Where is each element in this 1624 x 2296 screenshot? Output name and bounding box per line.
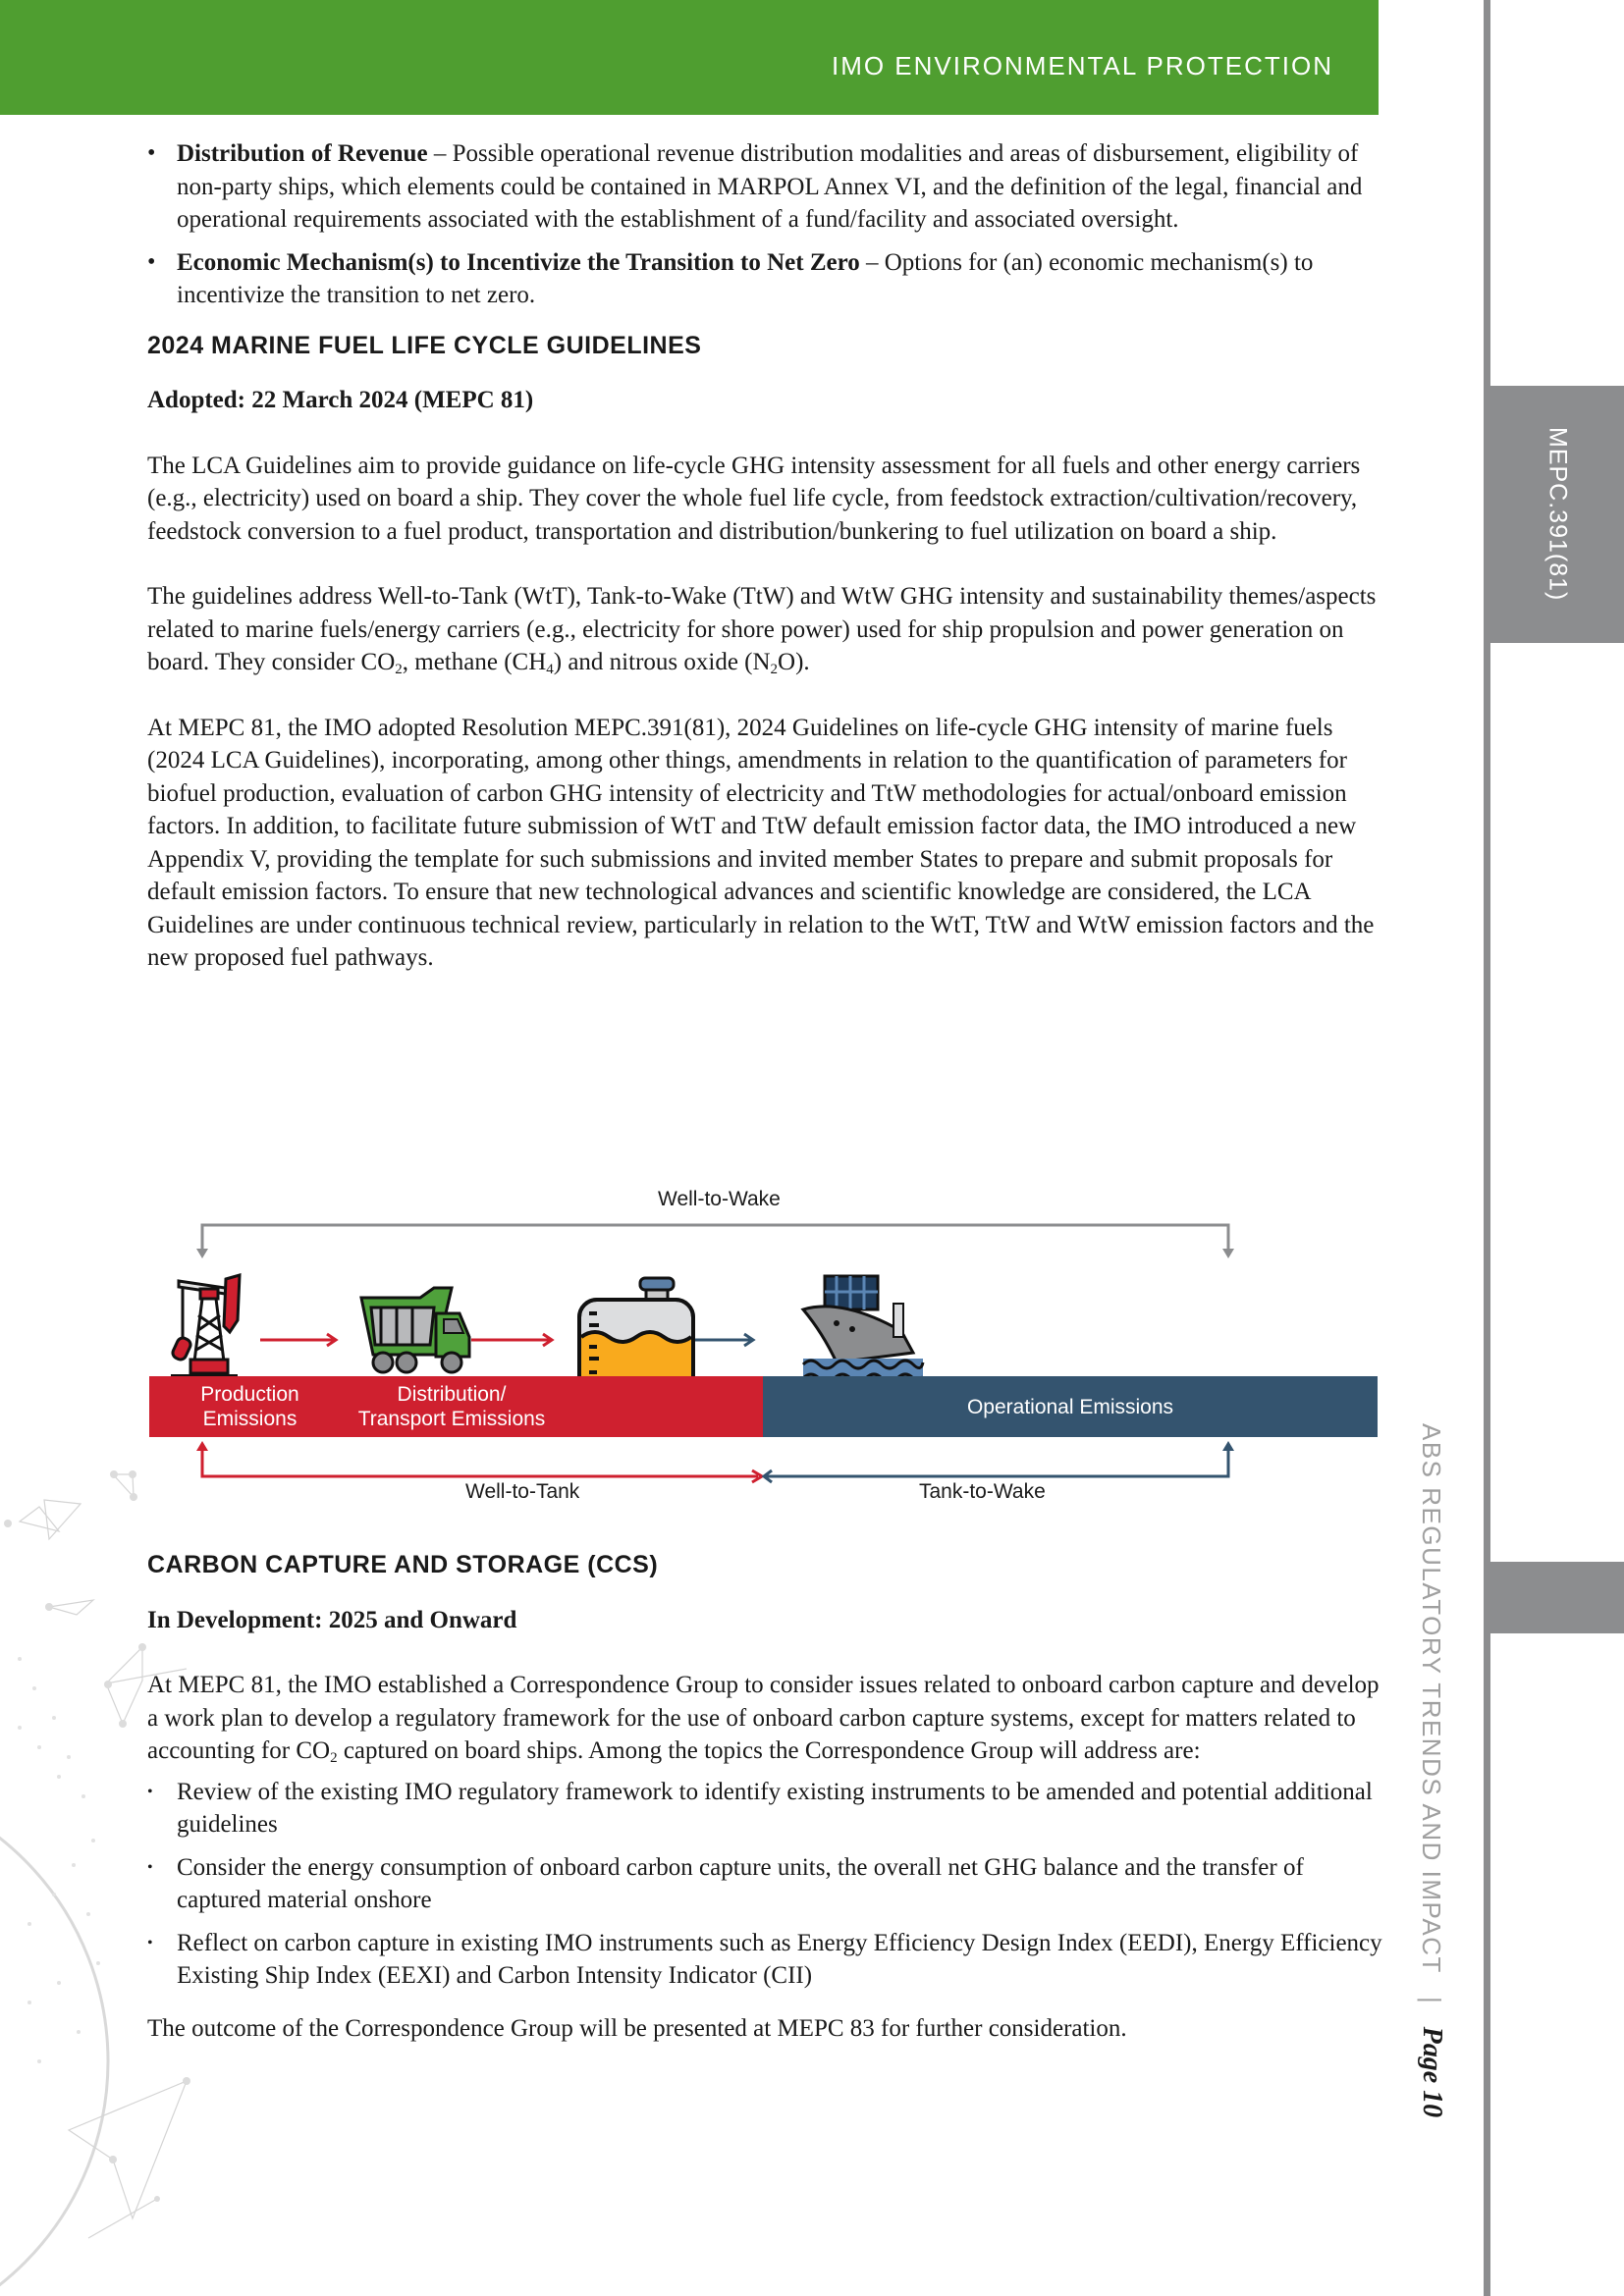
side-tab-label: MEPC.391(81) xyxy=(1543,427,1572,602)
ccs-paragraph: At MEPC 81, the IMO established a Correspondence Group to consider issues related to onboard carbon capture and develop a work plan to develop a regulatory framework for the use of onboard carbon capture systems, except for matters related to accounting for $CO_2$ captured on board ships. Among the topics the Correspondence Group will address are: xyxy=(147,1672,1380,1766)
oil-pump-icon xyxy=(171,1275,240,1376)
flow-arrow-2 xyxy=(471,1334,552,1346)
section-title: IMO ENVIRONMENTAL PROTECTION xyxy=(831,51,1333,80)
running-footer xyxy=(1392,1423,1471,2169)
dump-truck-icon xyxy=(361,1288,469,1372)
operational-emissions-label: Operational Emissions xyxy=(966,1396,1174,1418)
ccs-heading: CARBON CAPTURE AND STORAGE (CCS) xyxy=(147,1551,659,1578)
page-number: Page 10 xyxy=(1417,2026,1447,2118)
topic-item: • Consider the energy consumption of onboard carbon capture units, the overall net GHG balance and the transfer of captured material onshore xyxy=(147,1851,1384,1917)
bullet-item xyxy=(147,246,1384,312)
topic-item: • Reflect on carbon capture in existing IMO instruments such as Energy Efficiency Design Index (EEDI), Energy Efficiency Existing Ship Index (EEXI) and Carbon Intensity Indicator (CII) xyxy=(147,1927,1384,1993)
wtw-diagram xyxy=(147,1188,1384,1512)
bullet-term: Economic Mechanism(s) to Incentivize the Transition to Net Zero xyxy=(177,248,860,276)
side-rule xyxy=(1484,0,1490,2296)
publication-title: ABS REGULATORY TRENDS AND IMPACT xyxy=(1417,1423,1446,1974)
side-tab-label-box xyxy=(1490,386,1624,643)
arrow-down-left xyxy=(196,1249,208,1258)
ccs-status: In Development: 2025 and Onward xyxy=(147,1606,517,1633)
lca-heading: 2024 MARINE FUEL LIFE CYCLE GUIDELINES xyxy=(147,331,702,359)
arrow-up-left xyxy=(196,1441,208,1451)
tank-to-wake-label: Tank-to-Wake xyxy=(919,1480,1046,1503)
topic-item: • Review of the existing IMO regulatory framework to identify existing instruments to be amended and potential additional guidelines xyxy=(147,1776,1384,1842)
well-to-tank-bracket xyxy=(202,1447,758,1476)
ccs-section xyxy=(147,1549,1384,2045)
revenue-bullets xyxy=(147,137,1384,312)
bullet-text: – Possible operational revenue distribution modalities and areas of disbursement, eligibility of non-party ships, which elements could be contained in MARPOL Annex VI, and the definition of the legal, financial and operational requirements associated with the establishment of a fund/facility and associated oversight. xyxy=(177,140,1363,233)
lca-paragraph-1: The LCA Guidelines aim to provide guidance on life-cycle GHG intensity assessment for all fuels and other energy carriers (e.g., electricity) used on board a ship. They cover the whole fuel life cycle, from feedstock extraction/cultivation/recovery, feedstock conversion to a fuel product, transportation and distribution/bunkering to fuel utilization on board a ship. xyxy=(147,452,1361,545)
flow-arrow-1 xyxy=(260,1334,336,1346)
transport-emissions-label: Distribution/ Transport Emissions xyxy=(357,1383,546,1430)
side-tab-marker xyxy=(1490,1562,1624,1633)
well-to-wake-label: Well-to-Wake xyxy=(658,1188,781,1210)
page-body xyxy=(147,137,1384,975)
diagram-arrows xyxy=(147,1188,1384,1512)
footer-separator: | xyxy=(1417,1996,1446,2004)
ccs-closing: The outcome of the Correspondence Group will be presented at MEPC 83 for further consideration. xyxy=(147,2014,1127,2042)
bullet-item xyxy=(147,137,1384,237)
ccs-topics xyxy=(147,1776,1384,1993)
header-bar xyxy=(0,0,1379,115)
lca-paragraph-2: The guidelines address Well-to-Tank (WtT), Tank-to-Wake (TtW) and WtW GHG intensity and sustainability themes/aspects related to marine fuels/energy carriers (e.g., electricity for shore power) used for ship propulsion and power generation on board. They consider $CO_2$, methane $(CH_4)$ and nitrous oxide $(N_2O)$. xyxy=(147,583,1377,677)
well-to-wake-bracket xyxy=(202,1225,1228,1253)
production-emissions-label: Production Emissions xyxy=(200,1383,299,1430)
bullet-term: Distribution of Revenue xyxy=(177,140,428,167)
arrow-down-right xyxy=(1222,1249,1234,1258)
tank-to-wake-bracket xyxy=(766,1447,1228,1476)
lca-status: Adopted: 22 March 2024 (MEPC 81) xyxy=(147,387,534,413)
well-to-tank-label: Well-to-Tank xyxy=(465,1480,580,1503)
lca-paragraph-3: At MEPC 81, the IMO adopted Resolution MEPC.391(81), 2024 Guidelines on life-cycle GHG intensity of marine fuels (2024 LCA Guidelines), incorporating, among other things, amendments in relation to the quantification of parameters for biofuel production, evaluation of carbon GHG intensity of electricity and TtW methodologies for actual/onboard emission factors. In addition, to facilitate future submission of WtT and TtW default emission factor data, the IMO introduced a new Appendix V, providing the template for such submissions and invited member States to prepare and submit proposals for default emission factors. To ensure that new technological advances and scientific knowledge are considered, the LCA Guidelines are under continuous technical review, particularly in relation to the WtT, TtW and WtW emission factors and the new proposed fuel pathways. xyxy=(147,714,1375,971)
bullet-text: – Options for (an) economic mechanism(s) to incentivize the transition to net zero. xyxy=(177,248,1314,308)
arrow-up-right xyxy=(1222,1441,1234,1451)
